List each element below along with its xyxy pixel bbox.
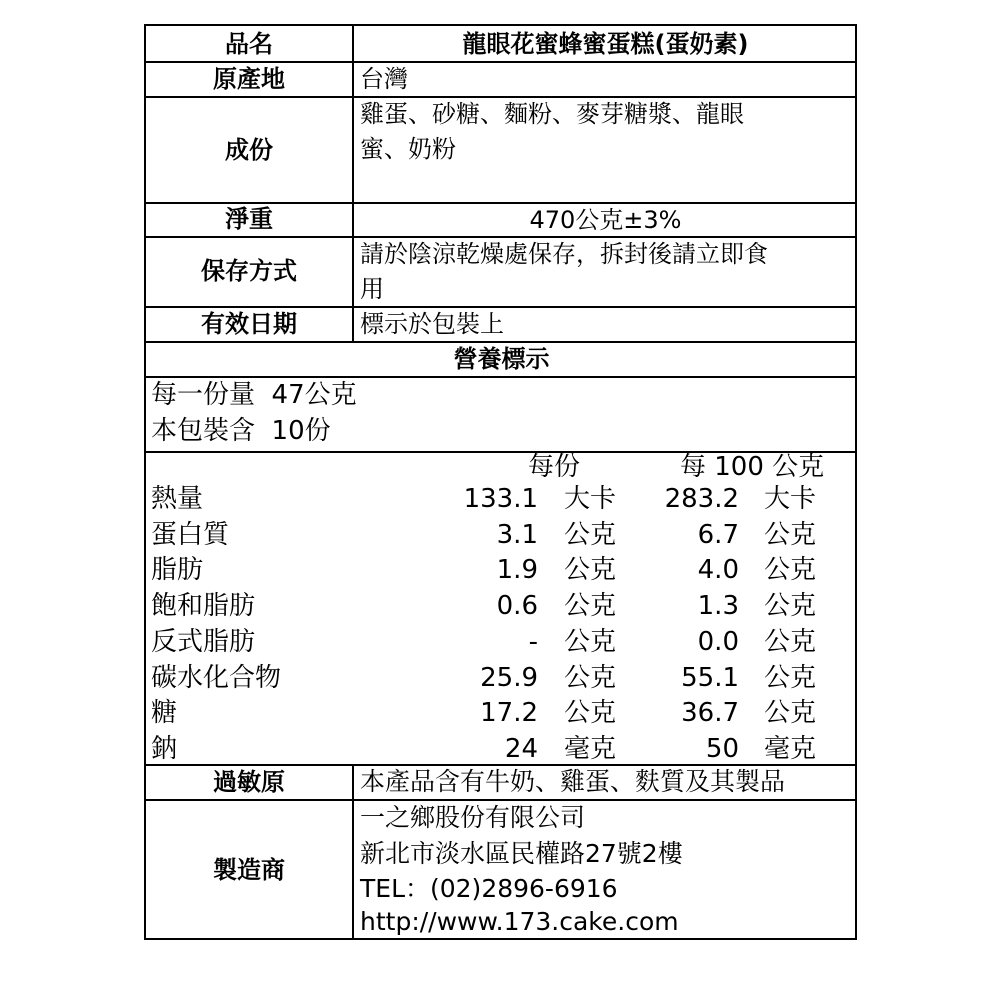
nutrition-title: 營養標示 — [453, 345, 550, 373]
storage-label: 保存方式 — [201, 257, 297, 285]
manufacturer-website[interactable]: http://www.173.cake.com — [360, 907, 679, 936]
per-serving-unit: 公克 — [564, 555, 617, 585]
ingredients-label: 成份 — [225, 136, 273, 164]
allergen-label: 過敏原 — [213, 768, 285, 796]
column-divider — [352, 26, 354, 341]
per-100g-unit: 毫克 — [764, 734, 817, 764]
per-100g-value: 0.0 — [697, 627, 739, 657]
per-serving-unit: 公克 — [564, 627, 617, 657]
per-serving-value: 24 — [504, 734, 538, 764]
row-divider — [146, 61, 857, 63]
manufacturer-label: 製造商 — [213, 856, 285, 884]
per-serving-unit: 公克 — [564, 663, 617, 693]
per-100g-value: 55.1 — [681, 663, 739, 693]
net-weight-label: 淨重 — [225, 205, 273, 233]
column-header-per-100g: 每 100 公克 — [680, 452, 825, 482]
serving-size: 每一份量 47公克 — [151, 380, 357, 410]
per-100g-unit: 公克 — [764, 555, 817, 585]
nutrient-name: 蛋白質 — [151, 520, 230, 550]
row-divider — [146, 376, 857, 378]
expiry-value: 標示於包裝上 — [360, 310, 504, 338]
per-serving-unit: 大卡 — [564, 484, 617, 514]
row-divider — [146, 96, 857, 98]
per-serving-value: - — [528, 627, 538, 657]
storage-value-line: 用 — [360, 275, 384, 303]
allergen-value: 本產品含有牛奶、雞蛋、麩質及其製品 — [360, 767, 786, 796]
per-100g-unit: 公克 — [764, 698, 817, 728]
per-serving-unit: 毫克 — [564, 734, 617, 764]
per-100g-unit: 公克 — [764, 663, 817, 693]
column-divider — [352, 764, 354, 940]
storage-value-line: 請於陰涼乾燥處保存，拆封後請立即食 — [360, 240, 768, 268]
per-serving-value: 25.9 — [480, 663, 538, 693]
ingredients-value-line: 雞蛋、砂糖、麵粉、麥芽糖漿、龍眼 — [360, 100, 744, 128]
nutrient-name: 脂肪 — [151, 555, 204, 585]
per-serving-value: 0.6 — [496, 591, 538, 621]
ingredients-value-line: 蜜、奶粉 — [360, 135, 456, 163]
per-serving-value: 17.2 — [480, 698, 538, 728]
per-100g-value: 6.7 — [697, 520, 739, 550]
per-100g-value: 4.0 — [697, 555, 739, 585]
row-divider — [146, 764, 857, 766]
per-serving-unit: 公克 — [564, 591, 617, 621]
per-100g-value: 283.2 — [664, 484, 739, 514]
row-divider — [146, 341, 857, 343]
column-header-per-serving: 每份 — [528, 452, 581, 482]
expiry-label: 有效日期 — [201, 310, 297, 338]
product-label — [144, 24, 857, 940]
per-100g-unit: 公克 — [764, 591, 817, 621]
nutrient-name: 糖 — [151, 698, 178, 728]
servings-per-pack: 本包裝含 10份 — [151, 416, 331, 446]
per-serving-unit: 公克 — [564, 520, 617, 550]
nutrient-name: 碳水化合物 — [151, 663, 282, 693]
per-serving-value: 133.1 — [463, 484, 538, 514]
manufacturer-company: 一之鄉股份有限公司 — [360, 803, 586, 832]
per-100g-unit: 公克 — [764, 627, 817, 657]
product-name-label: 品名 — [225, 30, 273, 58]
per-serving-unit: 公克 — [564, 698, 617, 728]
per-100g-value: 50 — [705, 734, 739, 764]
nutrient-name: 反式脂肪 — [151, 627, 256, 657]
nutrient-name: 飽和脂肪 — [151, 591, 256, 621]
product-name-value: 龍眼花蜜蜂蜜蛋糕(蛋奶素) — [462, 30, 749, 58]
nutrient-name: 熱量 — [151, 484, 204, 514]
origin-label: 原產地 — [213, 65, 285, 93]
origin-value: 台灣 — [360, 65, 408, 93]
manufacturer-phone: TEL：(02)2896-6916 — [360, 874, 618, 903]
per-100g-value: 36.7 — [681, 698, 739, 728]
per-100g-value: 1.3 — [697, 591, 739, 621]
row-divider — [146, 306, 857, 308]
nutrient-name: 鈉 — [151, 734, 178, 764]
row-divider — [146, 799, 857, 801]
manufacturer-address: 新北市淡水區民權路27號2樓 — [360, 839, 683, 868]
per-serving-value: 3.1 — [496, 520, 538, 550]
per-100g-unit: 大卡 — [764, 484, 817, 514]
per-100g-unit: 公克 — [764, 520, 817, 550]
per-serving-value: 1.9 — [496, 555, 538, 585]
row-divider — [146, 202, 857, 204]
row-divider — [146, 236, 857, 238]
net-weight-value: 470公克±3% — [529, 206, 682, 234]
